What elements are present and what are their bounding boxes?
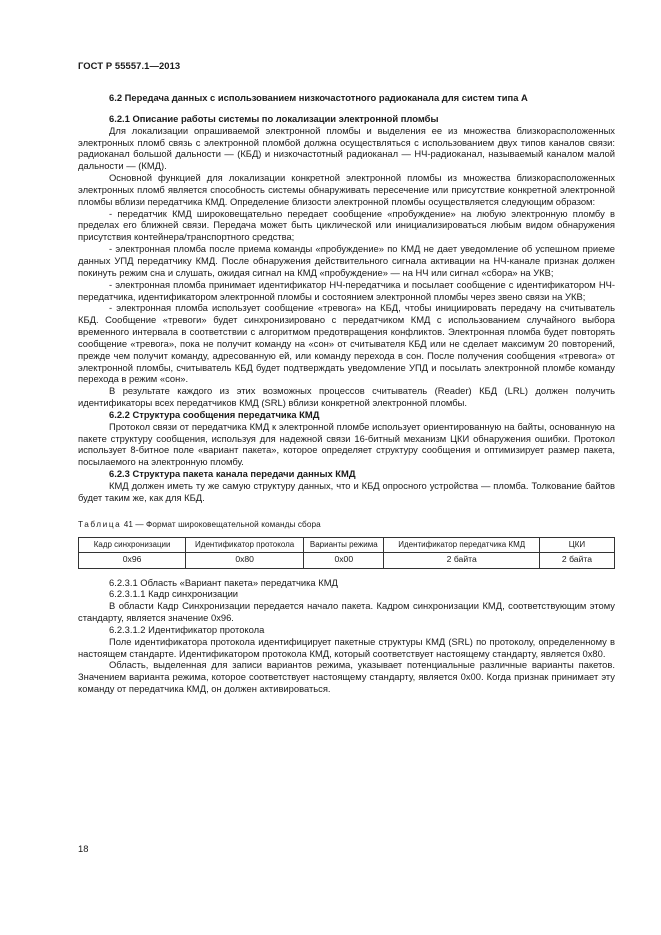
document-body xyxy=(78,92,615,695)
list-item: - электронная пломба использует сообщение «тревога» на КБД, чтобы инициировать передачу на считыватель КБД. Сообщение «тревоги» будет синхронизировано с передатчиком КМД с использованием случайного выбора временного интервала в соответствии с алгоритмом предотвращения конфликтов. Электронная пломба будет повторять сообщение «тревога», пока не получит команду на «сон» от считывателя КБД или не сделает максимум 20 повторений, прежде чем получит команду, адресованную ей, или команду перехода в сон. После получения сообщения «тревога» от электронной пломбы, считыватель КБД будет подтверждать уведомление УПД и посылать электронной пломбе команду перехода в режим «сон». xyxy=(78,302,615,385)
column-header: Варианты режима xyxy=(304,537,384,552)
list-item: - электронная пломба принимает идентификатор НЧ-передатчика и посылает сообщение с идентификатором НЧ-передатчика, идентификатором электронной пломбы и состоянием электронной пломбы через звено связи на УКВ; xyxy=(78,278,615,302)
subsection-title: 6.2.3.1.2 Идентификатор протокола xyxy=(109,623,265,635)
paragraph: КМД должен иметь ту же самую структуру данных, что и КБД опросного устройства — пломба. Толкование байтов будет таким же, как для КБД. xyxy=(78,480,615,503)
table-cell: 2 байта xyxy=(539,552,614,568)
paragraph: В результате каждого из этих возможных процессов считыватель (Reader) КБД (LRL) должен получить идентификаторы всех передатчиков КМД (SRL) вблизи конкретной электронной пломбы. xyxy=(78,385,615,409)
section-heading-6-2-1: 6.2.1 Описание работы системы по локализации электронной пломбы xyxy=(109,112,439,124)
broadcast-command-table xyxy=(78,537,615,569)
paragraph: В области Кадр Синхронизации передается начало пакета. Кадром синхронизации КМД, соответствующим этому стандарту, является значение 0x96. xyxy=(78,600,615,624)
table-cell: 0x80 xyxy=(186,552,304,568)
section-heading-6-2-3: 6.2.3 Структура пакета канала передачи данных КМД xyxy=(109,468,356,480)
table-caption xyxy=(78,519,615,531)
column-header: ЦКИ xyxy=(539,537,614,552)
subsection-title: 6.2.3.1.1 Кадр синхронизации xyxy=(109,588,239,600)
table-cell: 0x00 xyxy=(304,552,384,568)
paragraph: Поле идентификатора протокола идентифицирует пакетные структуры КМД (SRL) по протоколу, определенному в настоящем стандарте. Идентификатором протокола КМД, который соответствует настоящему стандарту, является 0x80. xyxy=(78,635,615,659)
table-caption-text: 41 — Формат широковещательной команды сбора xyxy=(123,519,321,529)
column-header: Идентификатор передатчика КМД xyxy=(384,537,539,552)
section-heading-6-2-2: 6.2.2 Структура сообщения передатчика КМД xyxy=(109,408,320,420)
column-header: Кадр синхронизации xyxy=(79,537,186,552)
table-row xyxy=(79,552,615,568)
table-header-row xyxy=(79,537,615,552)
paragraph: Для локализации опрашиваемой электронной пломбы и выделения ее из множества близкорасположенных электронных пломб связь с электронной пломбой должна осуществляться с использованием двух типов каналов связи: радиоканал большой дальности — (КБД) и низкочастотный радиоканал — НЧ-радиоканал, называемый каналом малой дальности — (КМД). xyxy=(78,124,615,172)
paragraph: Область, выделенная для записи вариантов режима, указывает потенциальные различные варианты пакетов. Значением варианта режима, которое соответствует настоящему стандарту, является 0x00. Когда признак принимает эту команду от передатчика КМД, он должен активироваться. xyxy=(78,659,615,695)
list-item: - электронная пломба после приема команды «пробуждение» по КМД не дает уведомление об успешном приеме данных УПД передатчику КМД. После обнаружения действительного сигнала активации на НЧ-канале признак должен покинуть режим сна и слушать, ожидая сигнал на КМД «пробуждение» — на НЧ или сигнал «сбора» на УКВ; xyxy=(78,243,615,278)
page-number: 18 xyxy=(78,843,89,854)
column-header: Идентификатор протокола xyxy=(186,537,304,552)
standard-designation: ГОСТ Р 55557.1—2013 xyxy=(78,60,181,71)
paragraph: Основной функцией для локализации конкретной электронной пломбы из множества близкорасположенных электронных пломб является способность системы обнаруживать пересечение или присутствие конкретной электронной пломбы вблизи передатчика КМД. Определение близости электронной пломбы осуществляется следующим образом: xyxy=(78,172,615,207)
table-cell: 0x96 xyxy=(79,552,186,568)
table-cell: 2 байта xyxy=(384,552,539,568)
subsection-title: 6.2.3.1 Область «Вариант пакета» передатчика КМД xyxy=(109,576,338,588)
paragraph: Протокол связи от передатчика КМД к электронной пломбе использует ориентированную на байты, основанную на пакете структуру сообщения, используя для надежной связи 16-битный механизм ЦКИ обнаружения ошибки. Протокол использует 8-битное поле «вариант пакета», которое определяет структуру сообщения и оптимизирует размер пакета, посылаемого на электронную пломбу. xyxy=(78,420,615,468)
section-heading-6-2: 6.2 Передача данных с использованием низкочастотного радиоканала для систем типа А xyxy=(109,92,528,103)
table-caption-word: Таблица xyxy=(78,519,122,529)
list-item: - передатчик КМД широковещательно передает сообщение «пробуждение» на любую электронную пломбу в пределах его ближней связи. Передача может быть циклической или инициализироваться любым видом обнаружения присутствия контейнера/транспортного средства; xyxy=(78,207,615,243)
